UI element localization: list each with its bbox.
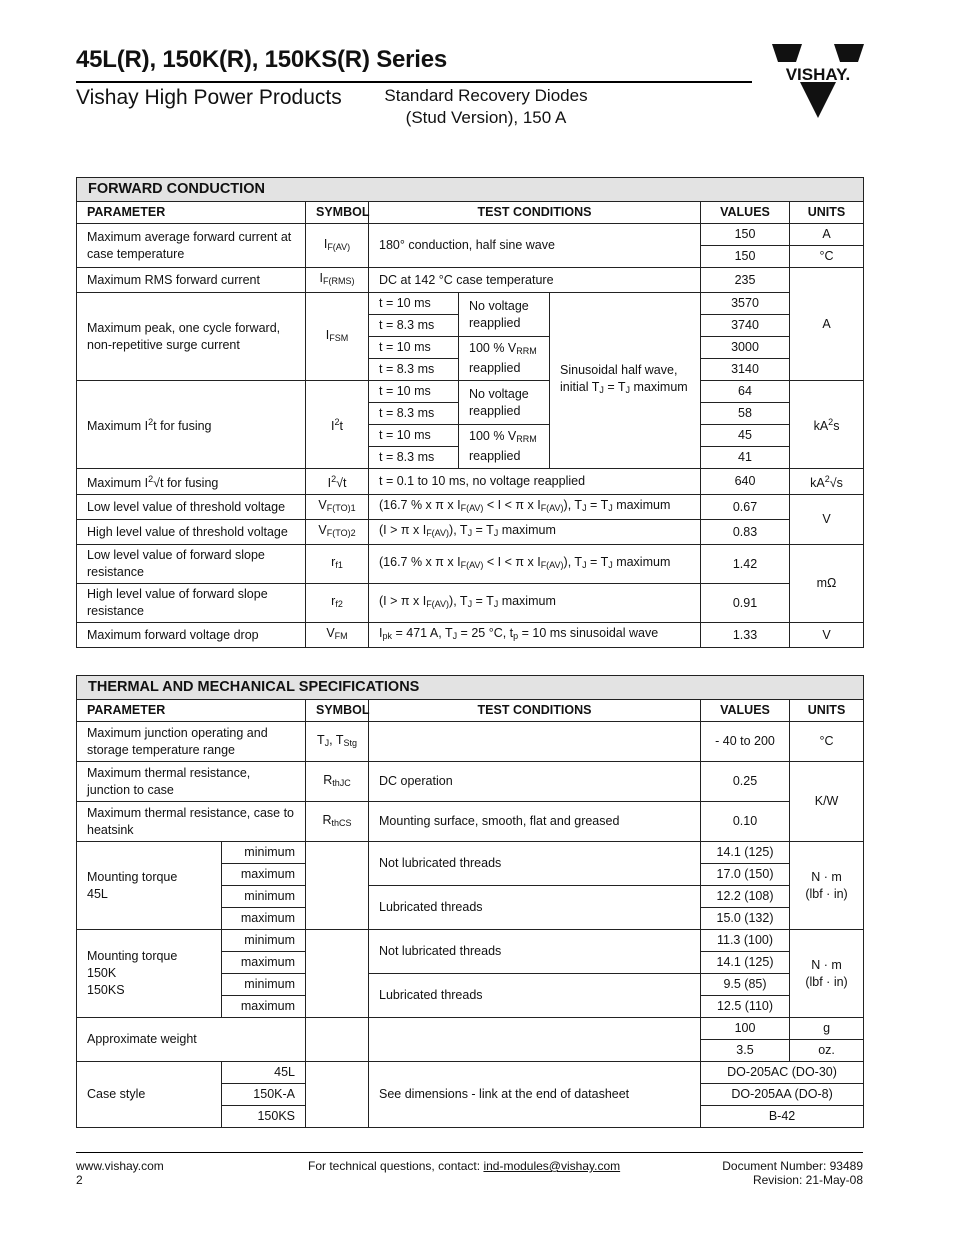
- table-row: [77, 381, 864, 403]
- value-cell: 11.3 (100): [701, 930, 790, 952]
- param-cell: Approximate weight: [77, 1018, 306, 1062]
- time-cell: t = 8.3 ms: [369, 315, 459, 337]
- column-header-row: [77, 202, 864, 224]
- subtitle-line-2: (Stud Version), 150 A: [405, 108, 567, 127]
- limit-cell: maximum: [222, 908, 306, 930]
- condition-cell: (I > π x $I_{F(AV)}$), $T_J = T_J$ maximum: [369, 520, 701, 545]
- symbol-cell: [306, 842, 369, 930]
- unit-cell: A: [790, 224, 864, 246]
- header-rule: [76, 81, 752, 83]
- param-cell: Maximum forward voltage drop: [77, 623, 306, 648]
- condition-cell: 100 % $V_{RRM}$ reapplied: [459, 337, 550, 381]
- col-units: UNITS: [790, 202, 864, 224]
- section-title: FORWARD CONDUCTION: [77, 178, 864, 202]
- param-cell: High level value of threshold voltage: [77, 520, 306, 545]
- value-cell: 12.5 (110): [701, 996, 790, 1018]
- series-title: 45L(R), 150K(R), 150KS(R) Series: [76, 46, 448, 73]
- column-header-row: [77, 700, 864, 722]
- value-cell: DO-205AC (DO-30): [701, 1062, 864, 1084]
- page-header: [76, 46, 752, 74]
- col-values: VALUES: [701, 700, 790, 722]
- logo-text: VISHAY.: [785, 65, 851, 84]
- symbol-cell: $T_J$, $T_{Stg}$: [306, 722, 369, 762]
- value-cell: 3140: [701, 359, 790, 381]
- table-row: [77, 224, 864, 246]
- unit-cell: oz.: [790, 1040, 864, 1062]
- variant-cell: 150K-A: [222, 1084, 306, 1106]
- table-row: [77, 930, 864, 952]
- time-cell: t = 8.3 ms: [369, 403, 459, 425]
- col-symbol: SYMBOL: [306, 700, 369, 722]
- brand-name: Vishay High Power Products: [76, 86, 342, 109]
- table-row: [77, 268, 864, 293]
- value-cell: - 40 to 200: [701, 722, 790, 762]
- param-cell: Maximum $I^2t$ for fusing: [77, 381, 306, 469]
- symbol-cell: $r_{f2}$: [306, 584, 369, 623]
- time-cell: t = 10 ms: [369, 381, 459, 403]
- condition-cell: DC operation: [369, 762, 701, 802]
- symbol-cell: $V_{FM}$: [306, 623, 369, 648]
- value-cell: 100: [701, 1018, 790, 1040]
- unit-cell: $kA^2s$: [790, 381, 864, 469]
- time-cell: t = 10 ms: [369, 337, 459, 359]
- condition-cell: Lubricated threads: [369, 974, 701, 1018]
- col-test-conditions: TEST CONDITIONS: [369, 202, 701, 224]
- time-cell: t = 10 ms: [369, 293, 459, 315]
- unit-cell: V: [790, 623, 864, 648]
- footer-contact: [308, 1159, 620, 1173]
- col-symbol: SYMBOL: [306, 202, 369, 224]
- symbol-cell: $I_{FSM}$: [306, 293, 369, 381]
- value-cell: 0.25: [701, 762, 790, 802]
- unit-cell: °C: [790, 722, 864, 762]
- limit-cell: maximum: [222, 952, 306, 974]
- symbol-cell: $I^2√t$: [306, 469, 369, 495]
- value-cell: 45: [701, 425, 790, 447]
- value-cell: 3570: [701, 293, 790, 315]
- table-row: [77, 1018, 864, 1040]
- contact-text: For technical questions, contact:: [308, 1159, 484, 1173]
- condition-cell: Sinusoidal half wave, initial $T_J = T_J$ maximum: [550, 293, 701, 469]
- value-cell: 58: [701, 403, 790, 425]
- thermal-mechanical-table: [76, 675, 864, 1128]
- condition-cell: See dimensions - link at the end of datasheet: [369, 1062, 701, 1128]
- param-cell: Case style: [77, 1062, 222, 1128]
- value-cell: 235: [701, 268, 790, 293]
- unit-cell: g: [790, 1018, 864, 1040]
- symbol-cell: $R_{thJC}$: [306, 762, 369, 802]
- symbol-cell: $r_{f1}$: [306, 545, 369, 584]
- product-subtitle: [358, 85, 614, 129]
- value-cell: 3740: [701, 315, 790, 337]
- value-cell: DO-205AA (DO-8): [701, 1084, 864, 1106]
- condition-cell: 180° conduction, half sine wave: [369, 224, 701, 268]
- value-cell: 12.2 (108): [701, 886, 790, 908]
- symbol-cell: $V_{F(TO)1}$: [306, 495, 369, 520]
- section-title: THERMAL AND MECHANICAL SPECIFICATIONS: [77, 676, 864, 700]
- value-cell: 41: [701, 447, 790, 469]
- vishay-logo: [768, 42, 868, 120]
- value-cell: 0.91: [701, 584, 790, 623]
- value-cell: 64: [701, 381, 790, 403]
- value-cell: 0.10: [701, 802, 790, 842]
- limit-cell: maximum: [222, 996, 306, 1018]
- table-row: [77, 802, 864, 842]
- col-parameter: PARAMETER: [77, 202, 306, 224]
- document-number: Document Number: 93489: [722, 1159, 863, 1173]
- revision-date: Revision: 21-May-08: [752, 1173, 863, 1187]
- unit-cell: K/W: [790, 762, 864, 842]
- param-cell: Low level value of threshold voltage: [77, 495, 306, 520]
- unit-cell: V: [790, 495, 864, 545]
- condition-cell: Mounting surface, smooth, flat and greased: [369, 802, 701, 842]
- table-row: [77, 722, 864, 762]
- sinusoidal-text: Sinusoidal half wave,: [560, 363, 678, 377]
- value-cell: 14.1 (125): [701, 842, 790, 864]
- limit-cell: minimum: [222, 930, 306, 952]
- value-cell: 150: [701, 224, 790, 246]
- condition-cell: [369, 1018, 701, 1062]
- table-row: [77, 842, 864, 864]
- symbol-cell: $I_{F(RMS)}$: [306, 268, 369, 293]
- unit-cell: A: [790, 268, 864, 381]
- unit-cell: N · m (lbf · in): [790, 842, 864, 930]
- variant-cell: 150KS: [222, 1106, 306, 1128]
- symbol-cell: [306, 1018, 369, 1062]
- condition-cell: Not lubricated threads: [369, 842, 701, 886]
- param-cell: Maximum junction operating and storage temperature range: [77, 722, 306, 762]
- table-row: [77, 293, 864, 315]
- value-cell: 1.33: [701, 623, 790, 648]
- value-cell: 0.83: [701, 520, 790, 545]
- condition-cell: Lubricated threads: [369, 886, 701, 930]
- value-cell: 14.1 (125): [701, 952, 790, 974]
- table-row: [77, 545, 864, 584]
- unit-cell: mΩ: [790, 545, 864, 623]
- condition-cell: (16.7 % x π x $I_{F(AV)} < I < \pi$ x $I_{F(AV)}$), $T_J = T_J$ maximum: [369, 495, 701, 520]
- param-cell: High level value of forward slope resistance: [77, 584, 306, 623]
- time-cell: t = 10 ms: [369, 425, 459, 447]
- symbol-cell: $I_{F(AV)}$: [306, 224, 369, 268]
- subtitle-line-1: Standard Recovery Diodes: [384, 86, 588, 105]
- param-cell: Low level value of forward slope resistance: [77, 545, 306, 584]
- symbol-cell: $R_{thCS}$: [306, 802, 369, 842]
- unit-cell: $kA^2√s$: [790, 469, 864, 495]
- unit-cell: N · m (lbf · in): [790, 930, 864, 1018]
- time-cell: t = 8.3 ms: [369, 447, 459, 469]
- value-cell: 17.0 (150): [701, 864, 790, 886]
- footer-left: [76, 1159, 164, 1187]
- condition-cell: [369, 722, 701, 762]
- table-row: [77, 1062, 864, 1084]
- table-row: [77, 623, 864, 648]
- table-row: [77, 584, 864, 623]
- param-cell: Mounting torque 150K 150KS: [77, 930, 222, 1018]
- time-cell: t = 8.3 ms: [369, 359, 459, 381]
- value-cell: 3.5: [701, 1040, 790, 1062]
- value-cell: 0.67: [701, 495, 790, 520]
- condition-cell: $I_{pk} = 471$ A, $T_J = 25$ °C, $t_p = 10$ ms sinusoidal wave: [369, 623, 701, 648]
- condition-cell: t = 0.1 to 10 ms, no voltage reapplied: [369, 469, 701, 495]
- page-footer: [76, 1152, 863, 1187]
- value-cell: 150: [701, 246, 790, 268]
- condition-cell: 100 % $V_{RRM}$ reapplied: [459, 425, 550, 469]
- table-row: [77, 520, 864, 545]
- variant-cell: 45L: [222, 1062, 306, 1084]
- symbol-cell: [306, 1062, 369, 1128]
- table-row: [77, 469, 864, 495]
- col-units: UNITS: [790, 700, 864, 722]
- limit-cell: maximum: [222, 864, 306, 886]
- col-values: VALUES: [701, 202, 790, 224]
- col-test-conditions: TEST CONDITIONS: [369, 700, 701, 722]
- symbol-cell: [306, 930, 369, 1018]
- table-row: [77, 495, 864, 520]
- param-cell: Maximum average forward current at case temperature: [77, 224, 306, 268]
- condition-cell: (I > π x $I_{F(AV)}$), $T_J = T_J$ maximum: [369, 584, 701, 623]
- condition-cell: Not lubricated threads: [369, 930, 701, 974]
- value-cell: B-42: [701, 1106, 864, 1128]
- value-cell: 9.5 (85): [701, 974, 790, 996]
- website-link[interactable]: www.vishay.com: [76, 1159, 164, 1173]
- param-cell: Maximum thermal resistance, case to heatsink: [77, 802, 306, 842]
- value-cell: 15.0 (132): [701, 908, 790, 930]
- forward-conduction-table: [76, 177, 864, 648]
- value-cell: 3000: [701, 337, 790, 359]
- page-number: 2: [76, 1173, 83, 1187]
- limit-cell: minimum: [222, 886, 306, 908]
- unit-cell: °C: [790, 246, 864, 268]
- symbol-cell: $I^2t$: [306, 381, 369, 469]
- param-cell: Maximum RMS forward current: [77, 268, 306, 293]
- value-cell: 1.42: [701, 545, 790, 584]
- condition-cell: No voltage reapplied: [459, 293, 550, 337]
- param-cell: Maximum $I^2√t$ for fusing: [77, 469, 306, 495]
- condition-cell: (16.7 % x π x $I_{F(AV)} < I < \pi$ x $I_{F(AV)}$), $T_J = T_J$ maximum: [369, 545, 701, 584]
- condition-cell: No voltage reapplied: [459, 381, 550, 425]
- param-cell: Maximum peak, one cycle forward, non-repetitive surge current: [77, 293, 306, 381]
- value-cell: 640: [701, 469, 790, 495]
- contact-email-link[interactable]: ind-modules@vishay.com: [483, 1159, 621, 1173]
- table-row: [77, 762, 864, 802]
- limit-cell: minimum: [222, 974, 306, 996]
- param-cell: Mounting torque 45L: [77, 842, 222, 930]
- param-cell: Maximum thermal resistance, junction to case: [77, 762, 306, 802]
- condition-cell: DC at 142 °C case temperature: [369, 268, 701, 293]
- col-parameter: PARAMETER: [77, 700, 306, 722]
- symbol-cell: $V_{F(TO)2}$: [306, 520, 369, 545]
- limit-cell: minimum: [222, 842, 306, 864]
- footer-right: [722, 1159, 863, 1187]
